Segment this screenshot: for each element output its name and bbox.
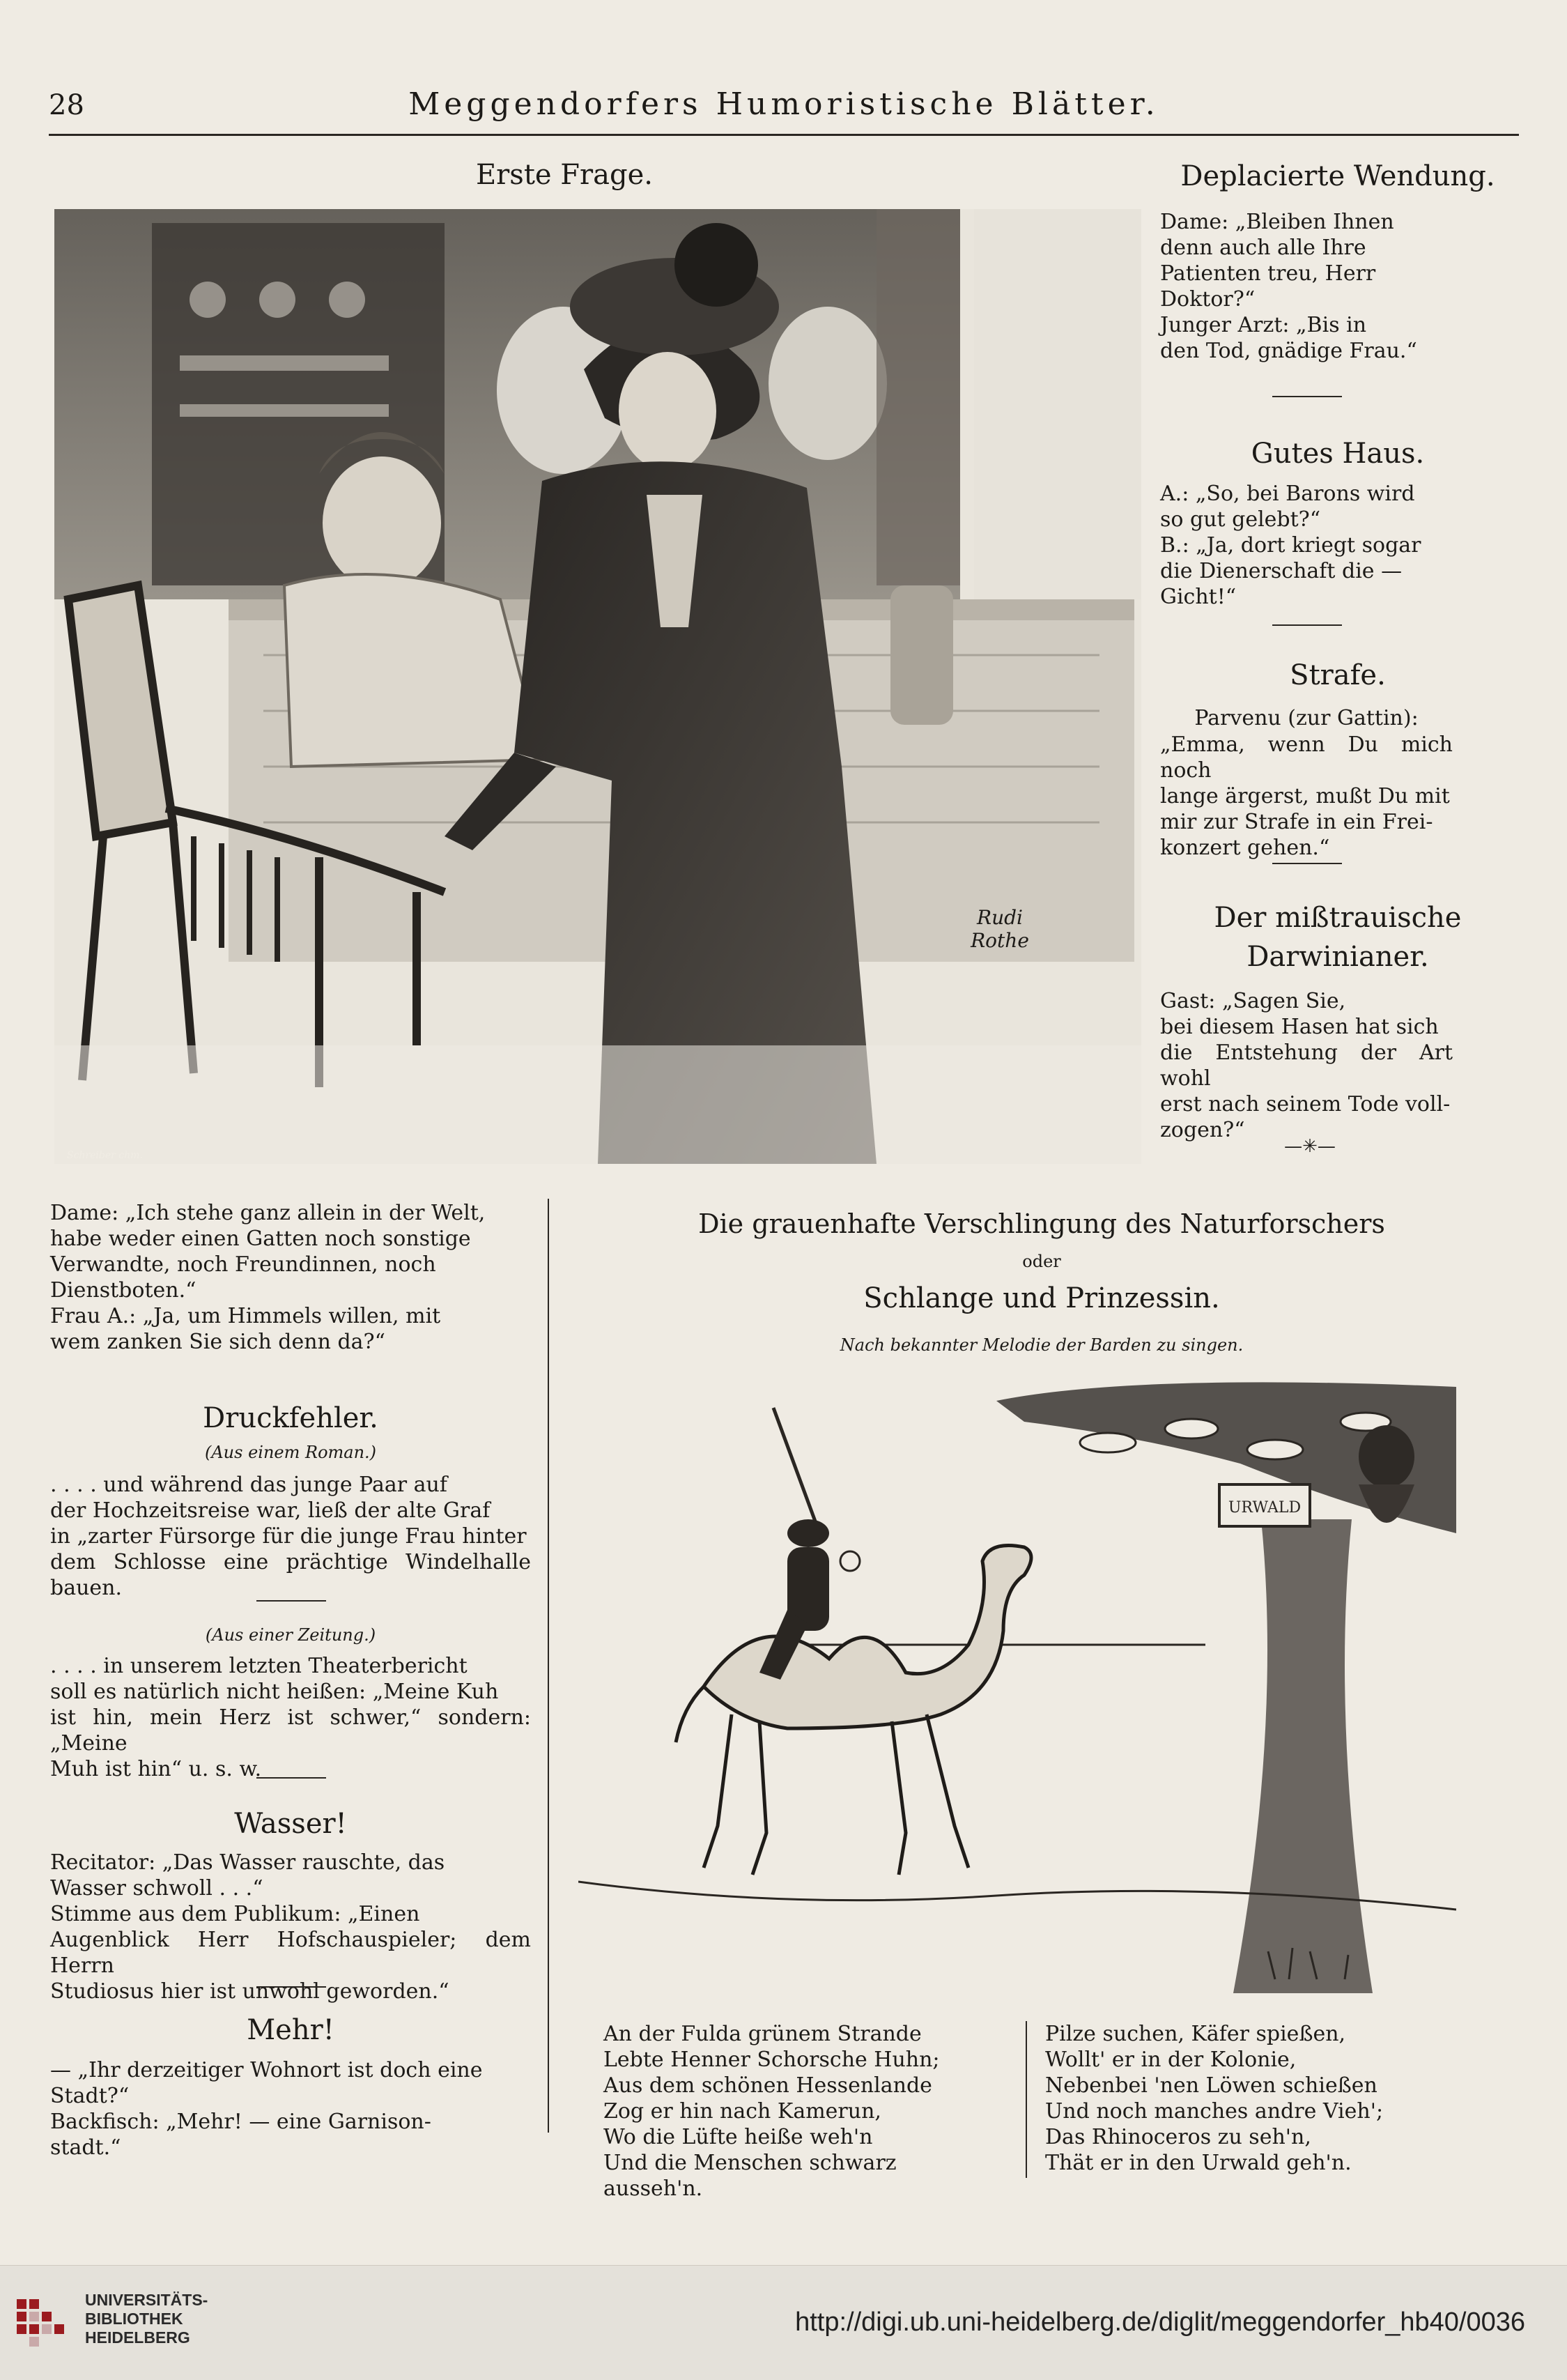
divider (256, 1777, 326, 1779)
druckfehler-text-1: . . . . und während das junge Paar auf der Hochzeitsreise war, ließ der alte Graf in „zarter Fürsorge für die junge Frau hinter dem Schlosse eine prächtige Windelhalle bauen. (50, 1473, 531, 1600)
illustration-title: Erste Frage. (475, 159, 654, 191)
strafe-speaker: Parvenu (zur Gattin): (1194, 706, 1419, 730)
engraver-signature: Schreiber chm. (67, 1150, 143, 1161)
strafe-text: „Emma, wenn Du mich noch lange ärgerst, mußt Du mit mir zur Strafe in ein Frei- konzert gehen.“ (1160, 732, 1453, 860)
artist-signature: Rudi Rothe (971, 906, 1029, 952)
druckfehler-title: Druckfehler. (203, 1402, 378, 1434)
library-footer (0, 2265, 1567, 2380)
divider (256, 1986, 326, 1988)
page-header (49, 82, 1519, 131)
poem-title-1: Die grauenhafte Verschlingung des Naturforschers (698, 1208, 1385, 1239)
deplacierte-text: Dame: „Bleiben Ihnen denn auch alle Ihre Patienten treu, Herr Doktor?“ Junger Arzt: „Bis in den Tod, gnädige Frau.“ (1160, 210, 1417, 363)
mehr-text: — „Ihr derzeitiger Wohnort ist doch eine Stadt?“ Backfisch: „Mehr! — eine Garnison- stadt.“ (50, 2058, 483, 2160)
running-title: Meggendorfers Humoristische Blätter. (408, 86, 1159, 122)
darwinianer-title-1: Der mißtrauische (1214, 902, 1462, 934)
university-logo-icon (14, 2295, 77, 2351)
divider (1272, 624, 1342, 626)
column-divider (548, 1199, 549, 2133)
poem-column-1: An der Fulda grünem Strande Lebte Henner Schorsche Huhn; Aus dem schönen Hessenlande Zog er hin nach Kamerun, Wo die Lüfte heiße weh'n Und die Menschen schwarz ausseh'n. (603, 2022, 940, 2201)
wasser-title: Wasser! (234, 1808, 347, 1840)
strafe-title: Strafe. (1290, 659, 1386, 691)
poem-column-divider (1026, 2021, 1027, 2178)
library-name: UNIVERSITÄTS- BIBLIOTHEK HEIDELBERG (85, 2291, 208, 2347)
divider (1272, 863, 1342, 864)
page-number: 28 (49, 89, 84, 121)
illustration-camel-rider (578, 1380, 1456, 1993)
deplacierte-title: Deplacierte Wendung. (1180, 160, 1495, 192)
darwinianer-text: Gast: „Sagen Sie, bei diesem Hasen hat sich die Entstehung der Art wohl erst nach seinem Tode voll- zogen?“ (1160, 989, 1453, 1142)
gutes-haus-text: A.: „So, bei Barons wird so gut gelebt?“ B.: „Ja, dort kriegt sogar die Dienerschaft die — Gicht!“ (1160, 482, 1421, 609)
erste-frage-text: Dame: „Ich stehe ganz allein in der Welt, habe weder einen Gatten noch sonstige Verwandte, noch Freundinnen, noch Dienstboten.“ Frau A.: „Ja, um Himmels willen, mit wem zanken Sie sich denn da?“ (50, 1201, 486, 1354)
druckfehler-source-2: (Aus einer Zeitung.) (205, 1625, 376, 1645)
poem-oder: oder (1022, 1252, 1061, 1271)
illustration-two-ladies (54, 209, 1141, 1164)
druckfehler-source-1: (Aus einem Roman.) (204, 1443, 377, 1462)
wasser-text: Recitator: „Das Wasser rauschte, das Wasser schwoll . . .“ Stimme aus dem Publikum: „Einen Augenblick Herr Hofschauspieler; dem Herrn Studiosus hier ist unwohl geworden.“ (50, 1850, 531, 2004)
poem-column-2: Pilze suchen, Käfer spießen, Wollt' er in der Kolonie, Nebenbei 'nen Löwen schießen Und noch manches andre Vieh'; Das Rhinoceros zu seh'n, Thät er in den Urwald geh'n. (1045, 2022, 1384, 2175)
mehr-title: Mehr! (247, 2014, 334, 2046)
divider (256, 1600, 326, 1602)
ornament: —✳— (1284, 1136, 1336, 1157)
gutes-haus-title: Gutes Haus. (1251, 438, 1425, 470)
poem-melody: Nach bekannter Melodie der Barden zu singen. (840, 1335, 1244, 1355)
poem-title-2: Schlange und Prinzessin. (863, 1282, 1220, 1314)
druckfehler-text-2: . . . . in unserem letzten Theaterbericht soll es natürlich nicht heißen: „Meine Kuh ist hin, mein Herz ist schwer,“ sondern: „Meine Muh ist hin“ u. s. w. (50, 1654, 531, 1781)
header-rule (49, 134, 1519, 136)
darwinianer-title-2: Darwinianer. (1246, 941, 1429, 973)
divider (1272, 396, 1342, 397)
source-url[interactable]: http://digi.ub.uni-heidelberg.de/diglit/meggendorfer_hb40/0036 (795, 2308, 1525, 2337)
tree-sign: URWALD (1228, 1499, 1302, 1517)
